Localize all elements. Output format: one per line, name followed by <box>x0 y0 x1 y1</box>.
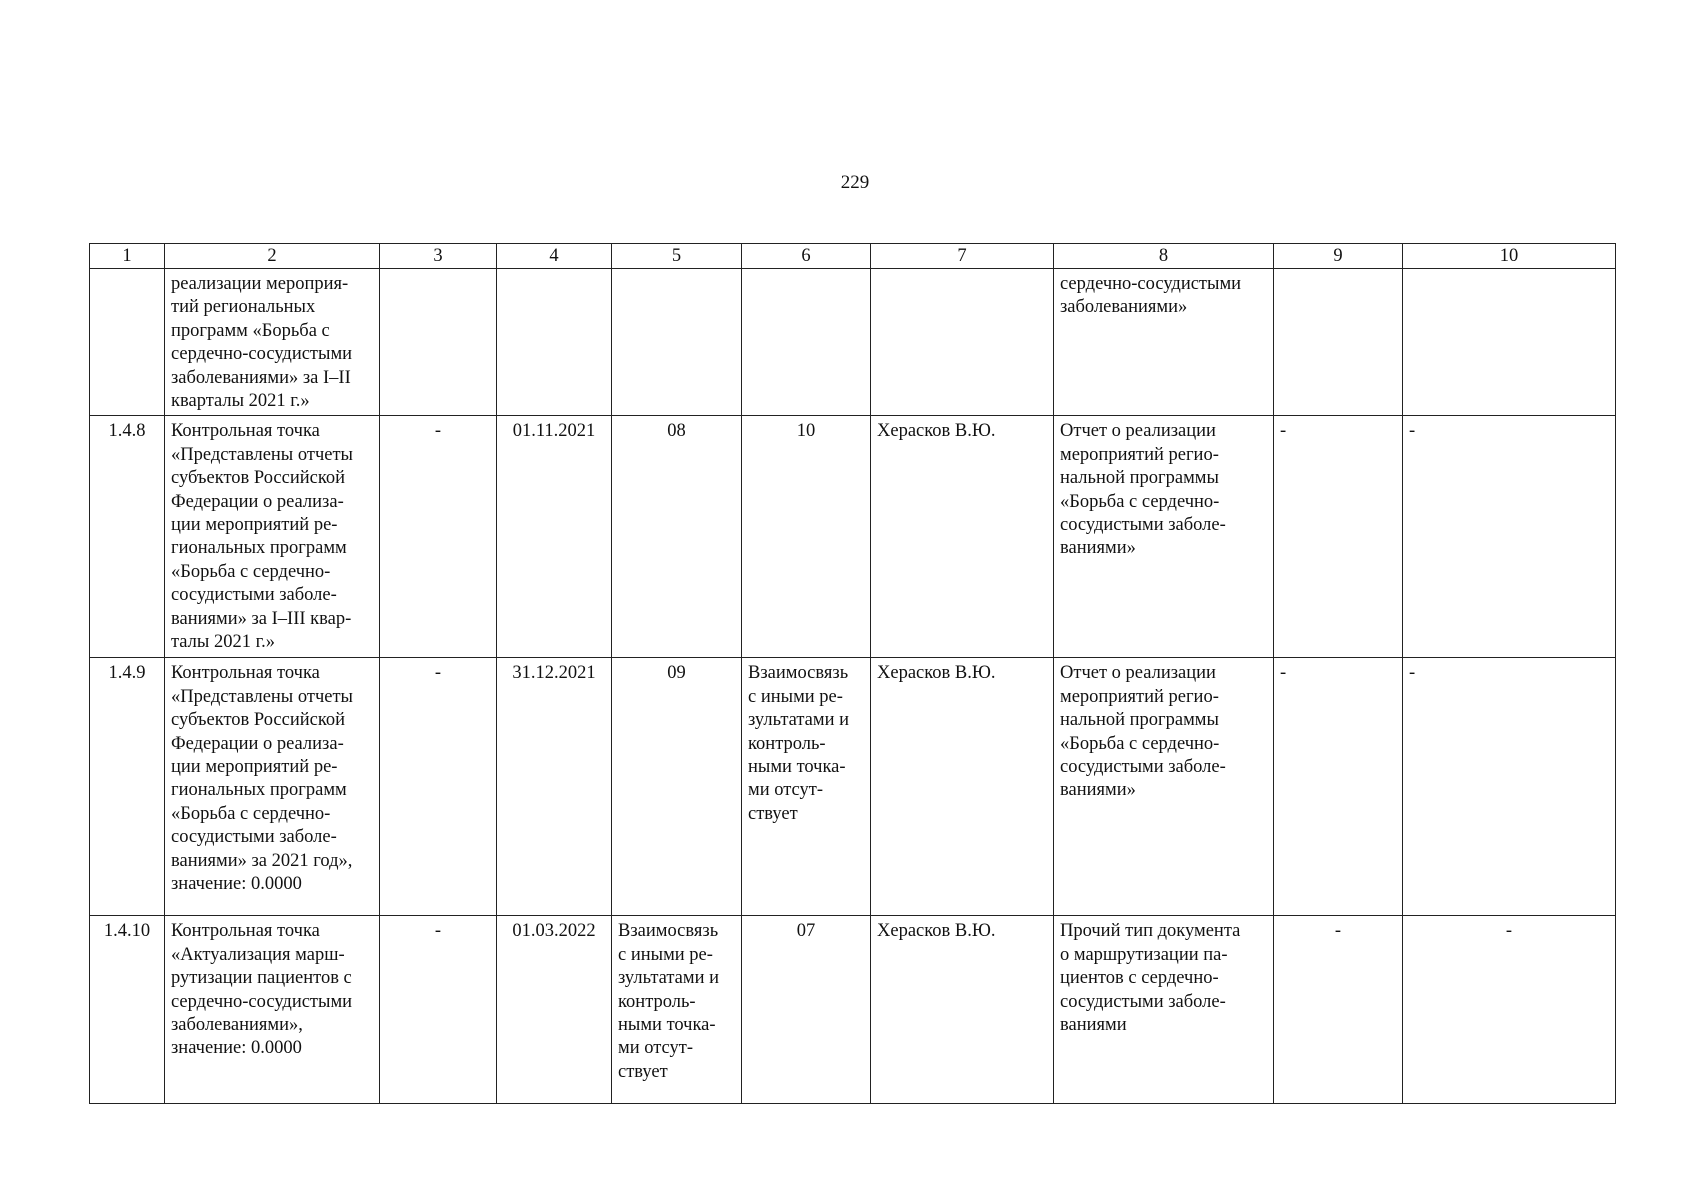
row-number-cell: 1.4.9 <box>90 658 165 916</box>
name-cell: Контрольная точка «Актуализация марш- рутизации пациентов с сердечно-сосудистыми заболеваниями», значение: 0.0000 <box>165 916 380 1104</box>
table-row <box>90 269 1616 416</box>
column-number: 4 <box>497 244 612 269</box>
document-cell: Отчет о реализации мероприятий регио- нальной программы «Борьба с сердечно- сосудистыми заболе- ваниями» <box>1054 416 1274 658</box>
col5-cell <box>612 269 742 416</box>
col3-cell <box>380 269 497 416</box>
col10-cell: - <box>1403 916 1616 1104</box>
col6-cell: 10 <box>742 416 871 658</box>
date-cell <box>497 269 612 416</box>
name-cell: Контрольная точка «Представлены отчеты субъектов Российской Федерации о реализа- ции мероприятий ре- гиональных программ «Борьба с сердечно- сосудистыми заболе- ваниями» за I–III квар- талы 2021 г.» <box>165 416 380 658</box>
responsible-cell: Херасков В.Ю. <box>871 658 1054 916</box>
date-cell: 31.12.2021 <box>497 658 612 916</box>
col5-cell: 08 <box>612 416 742 658</box>
responsible-cell: Херасков В.Ю. <box>871 416 1054 658</box>
document-cell: Прочий тип документа о маршрутизации па- циентов с сердечно- сосудистыми заболе- ваниями <box>1054 916 1274 1104</box>
column-number: 5 <box>612 244 742 269</box>
date-cell: 01.11.2021 <box>497 416 612 658</box>
name-cell: Контрольная точка «Представлены отчеты субъектов Российской Федерации о реализа- ции мероприятий ре- гиональных программ «Борьба с сердечно- сосудистыми заболе- ваниями» за 2021 год», значение: 0.0000 <box>165 658 380 916</box>
column-number: 10 <box>1403 244 1616 269</box>
col6-cell: 07 <box>742 916 871 1104</box>
col10-cell: - <box>1403 658 1616 916</box>
col9-cell: - <box>1274 416 1403 658</box>
col10-cell <box>1403 269 1616 416</box>
column-number: 1 <box>90 244 165 269</box>
page-number: 229 <box>840 172 870 193</box>
row-number-cell <box>90 269 165 416</box>
column-number: 7 <box>871 244 1054 269</box>
document-cell: Отчет о реализации мероприятий регио- нальной программы «Борьба с сердечно- сосудистыми заболе- ваниями» <box>1054 658 1274 916</box>
col5-cell: Взаимосвязь с иными ре- зультатами и контроль- ными точка- ми отсут- ствует <box>612 916 742 1104</box>
col3-cell: - <box>380 416 497 658</box>
column-number: 2 <box>165 244 380 269</box>
col5-cell: 09 <box>612 658 742 916</box>
name-cell: реализации мероприя- тий региональных программ «Борьба с сердечно-сосудистыми заболеваниями» за I–II кварталы 2021 г.» <box>165 269 380 416</box>
col3-cell: - <box>380 916 497 1104</box>
row-number-cell: 1.4.10 <box>90 916 165 1104</box>
col6-cell <box>742 269 871 416</box>
row-number-cell: 1.4.8 <box>90 416 165 658</box>
column-number: 6 <box>742 244 871 269</box>
col9-cell: - <box>1274 916 1403 1104</box>
col3-cell: - <box>380 658 497 916</box>
col6-cell: Взаимосвязь с иными ре- зультатами и контроль- ными точка- ми отсут- ствует <box>742 658 871 916</box>
responsible-cell: Херасков В.Ю. <box>871 916 1054 1104</box>
column-number: 3 <box>380 244 497 269</box>
table-row <box>90 416 1616 658</box>
column-number: 8 <box>1054 244 1274 269</box>
table-row <box>90 658 1616 916</box>
column-number: 9 <box>1274 244 1403 269</box>
table-row <box>90 916 1616 1104</box>
col10-cell: - <box>1403 416 1616 658</box>
col9-cell: - <box>1274 658 1403 916</box>
col9-cell <box>1274 269 1403 416</box>
column-number-row <box>90 244 1616 269</box>
document-cell: сердечно-сосудистыми заболеваниями» <box>1054 269 1274 416</box>
plan-table <box>89 243 1616 1104</box>
responsible-cell <box>871 269 1054 416</box>
date-cell: 01.03.2022 <box>497 916 612 1104</box>
